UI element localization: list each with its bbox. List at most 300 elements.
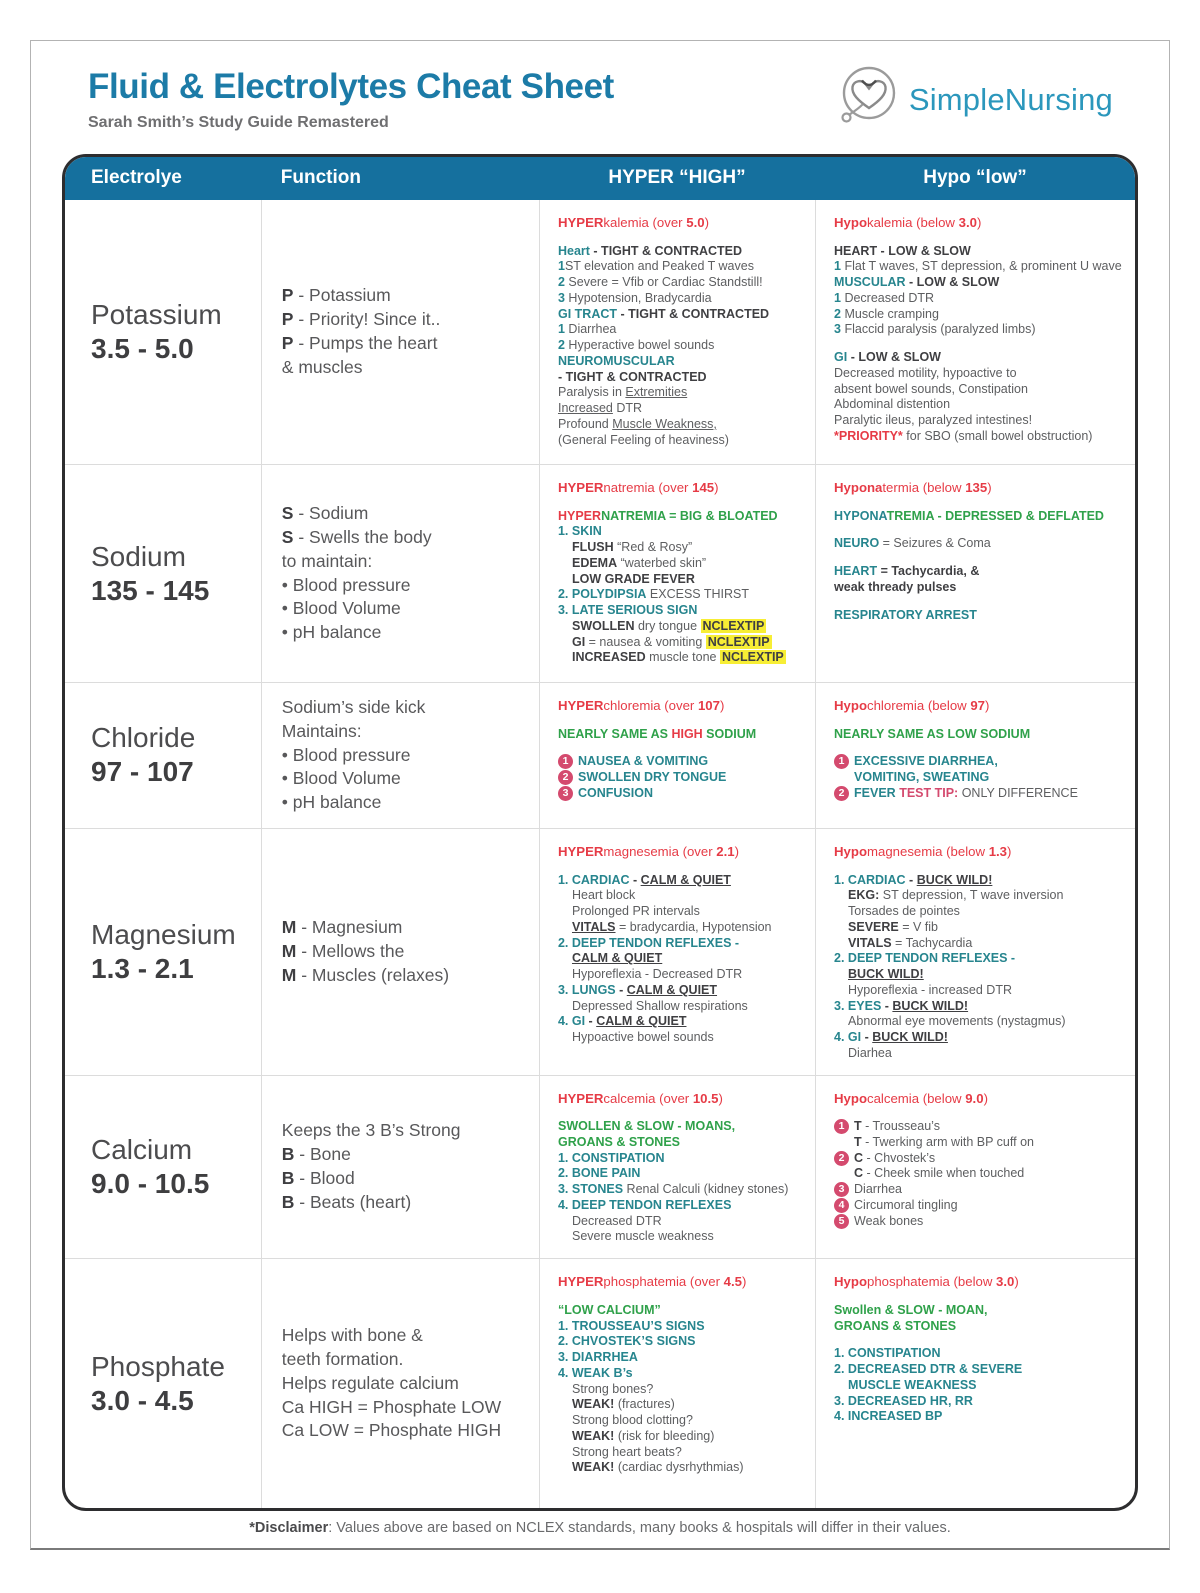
text-segment: Severe muscle weakness	[571, 1229, 714, 1244]
text-segment: HYPER	[557, 480, 604, 495]
text-segment: 2. DEEP TENDON REFLEXES -	[834, 951, 1016, 966]
hyper-line	[558, 888, 807, 904]
text-segment: 2. BONE PAIN	[557, 1166, 641, 1181]
text-segment: )	[1007, 843, 1012, 859]
text-segment: 1. TROUSSEAU’S SIGNS	[557, 1318, 705, 1333]
text-segment: 2. DEEP TENDON REFLEXES -	[557, 935, 740, 950]
hyper-line	[558, 999, 807, 1015]
text-segment: SWOLLEN & SLOW - MOANS,	[557, 1119, 736, 1134]
text-segment: 2. POLYDIPSIA	[557, 587, 647, 602]
hypo-line	[834, 307, 1127, 323]
text-segment: Diarrhea	[564, 322, 617, 337]
text-segment: (fractures)	[614, 1397, 675, 1412]
function-line	[282, 597, 531, 621]
text-segment: *PRIORITY*	[834, 428, 903, 443]
hypo-line	[834, 1091, 1127, 1108]
hypo-line	[834, 873, 1127, 889]
text-segment: - Blood	[294, 1167, 355, 1188]
text-segment: M	[281, 964, 297, 985]
text-segment: phosphatemia (below	[867, 1274, 997, 1290]
electrolyte-name: Calcium	[91, 1133, 193, 1165]
function-line	[282, 1324, 531, 1348]
hyper-line	[558, 572, 807, 588]
hyper-line	[558, 370, 807, 386]
spacer	[834, 497, 1127, 509]
column-header-hyper: HYPER “HIGH”	[608, 167, 746, 188]
spacer	[834, 524, 1127, 536]
hyper-line	[558, 275, 807, 291]
text-segment: P	[281, 333, 294, 353]
text-segment: magnesemia (below	[867, 843, 989, 859]
hyper-line	[558, 920, 807, 936]
electrolyte-cell	[65, 200, 261, 464]
spacer	[558, 1291, 807, 1303]
text-segment: 3. EYES	[834, 998, 882, 1013]
text-segment: GI	[571, 634, 586, 649]
text-segment: chloremia (over	[603, 698, 698, 713]
text-segment: CALM & QUIET	[626, 982, 718, 997]
text-segment: 1. CONSTIPATION	[557, 1150, 665, 1165]
hypo-line	[834, 1362, 1127, 1378]
text-segment: 1	[834, 290, 841, 305]
text-segment: CONFUSION	[577, 785, 653, 800]
text-segment: - Cheek smile when touched	[863, 1166, 1025, 1181]
text-segment: NEUROMUSCULAR	[557, 353, 675, 368]
text-segment: DTR	[612, 401, 643, 416]
hypo-line	[834, 244, 1127, 260]
hyper-line	[558, 1366, 807, 1382]
text-segment: 1. CARDIAC	[557, 872, 630, 887]
hypo-line	[834, 983, 1127, 999]
text-segment: 2.1	[716, 843, 735, 859]
hyper-line	[558, 417, 807, 433]
text-segment: HYPONA	[834, 508, 887, 523]
hypo-line	[834, 1319, 1127, 1335]
text-segment: Muscle Weakness,	[612, 416, 717, 431]
text-segment: to maintain:	[281, 550, 373, 571]
text-segment: Prolonged PR intervals	[571, 904, 700, 919]
hyper-cell	[539, 465, 815, 682]
text-segment: calcemia (over	[603, 1090, 693, 1106]
electrolyte-name: Phosphate	[91, 1350, 225, 1382]
electrolyte-cell	[65, 683, 261, 828]
text-segment: GI	[834, 350, 848, 365]
hyper-line	[558, 1303, 807, 1319]
electrolyte-cell	[65, 465, 261, 682]
hyper-line	[558, 951, 807, 967]
text-segment: )	[718, 1090, 723, 1106]
hypo-line	[834, 1274, 1127, 1291]
hyper-line	[558, 1382, 807, 1398]
text-segment: Ca LOW = Phosphate HIGH	[281, 1420, 502, 1441]
text-segment: BUCK WILD!	[848, 967, 924, 982]
text-segment: HYPER	[557, 1274, 604, 1290]
hyper-line	[558, 844, 807, 861]
electrolyte-row-phosphate	[65, 1258, 1135, 1508]
text-segment: • pH balance	[281, 792, 382, 813]
hypo-line	[834, 564, 1127, 580]
text-segment: CALM & QUIET	[596, 1014, 687, 1029]
electrolyte-cell	[65, 1259, 261, 1508]
text-segment: Hypoactive bowel sounds	[571, 1030, 714, 1045]
function-line	[282, 791, 531, 815]
hyper-line	[558, 480, 807, 497]
text-segment: -	[629, 872, 641, 887]
hypo-line	[834, 786, 1127, 802]
hyper-cell	[539, 200, 815, 464]
text-segment: FEVER	[854, 785, 900, 800]
text-segment: Profound	[557, 416, 613, 431]
numbered-circle-badge: 2	[834, 1151, 849, 1166]
text-segment: Hyporeflexia - increased DTR	[848, 982, 1012, 997]
hyper-line	[558, 1334, 807, 1350]
disclaimer	[31, 1520, 1169, 1536]
text-segment: -	[861, 1030, 873, 1045]
spacer	[834, 1107, 1127, 1119]
hypo-line	[834, 536, 1127, 552]
electrolyte-cell	[65, 1076, 261, 1259]
text-segment: 1	[557, 259, 565, 274]
function-line	[282, 1119, 531, 1143]
hyper-line	[558, 1119, 807, 1135]
text-segment: Muscle cramping	[840, 306, 939, 321]
text-segment: CALM & QUIET	[640, 872, 731, 887]
hyper-line	[558, 385, 807, 401]
spacer	[834, 1291, 1127, 1303]
hypo-line	[834, 1135, 1127, 1151]
brand-logo	[835, 65, 1113, 134]
hypo-cell	[815, 465, 1135, 682]
text-segment: “LOW CALCIUM”	[557, 1302, 661, 1317]
numbered-circle-badge: 1	[834, 754, 849, 769]
function-cell	[261, 1076, 539, 1259]
text-segment: Strong bones?	[571, 1381, 654, 1396]
electrolyte-name: Magnesium	[91, 918, 236, 950]
function-line	[282, 1396, 531, 1420]
hyper-line	[558, 1429, 807, 1445]
text-segment: Hypo	[834, 1090, 867, 1106]
text-segment: 97	[970, 698, 986, 713]
text-segment: Strong heart beats?	[571, 1444, 682, 1459]
hyper-line	[558, 322, 807, 338]
hypo-line	[834, 1346, 1127, 1362]
hypo-line	[834, 1394, 1127, 1410]
text-segment: dry tongue	[634, 618, 701, 633]
hyper-line	[558, 698, 807, 715]
spacer	[834, 861, 1127, 873]
hyper-line	[558, 1014, 807, 1030]
text-segment: Torsades de pointes	[848, 904, 960, 919]
text-segment: termia (below	[882, 480, 966, 495]
hyper-line	[558, 1350, 807, 1366]
text-segment: HYPER	[557, 215, 604, 230]
text-segment: )	[985, 698, 990, 713]
text-segment: - Twerking arm with BP cuff on	[861, 1134, 1034, 1149]
numbered-circle-badge: 3	[558, 786, 573, 801]
function-line	[282, 744, 531, 768]
hypo-line	[834, 1151, 1127, 1167]
function-line	[282, 526, 531, 550]
hyper-line	[558, 1319, 807, 1335]
hypo-line	[834, 936, 1127, 952]
spacer	[834, 715, 1127, 727]
function-cell	[261, 683, 539, 828]
text-segment: )	[714, 480, 719, 495]
hyper-cell	[539, 829, 815, 1075]
electrolyte-range: 3.5 - 5.0	[91, 333, 194, 364]
text-segment: WEAK!	[571, 1460, 615, 1475]
text-segment: = Seizures & Coma	[879, 536, 991, 551]
hyper-line	[558, 1151, 807, 1167]
text-segment: )	[1014, 1274, 1019, 1290]
text-segment: Heart	[557, 243, 590, 258]
text-segment: -	[881, 998, 893, 1013]
text-segment: B	[281, 1191, 295, 1212]
hypo-line	[834, 1303, 1127, 1319]
text-segment: NCLEXTIP	[702, 618, 765, 633]
text-segment: HEART	[834, 564, 878, 579]
text-segment: NEARLY SAME AS LOW SODIUM	[834, 726, 1031, 741]
page-header	[31, 59, 1169, 138]
function-line	[282, 1167, 531, 1191]
hypo-line	[834, 480, 1127, 497]
hypo-line	[834, 275, 1127, 291]
text-segment: Ca HIGH = Phosphate LOW	[281, 1396, 502, 1417]
function-line	[282, 1143, 531, 1167]
function-line	[282, 574, 531, 598]
text-segment: GROANS & STONES	[834, 1318, 957, 1333]
text-segment: 4. INCREASED BP	[834, 1409, 943, 1424]
text-segment: - LOW & SLOW	[847, 350, 941, 365]
text-segment: NCLEXTIP	[721, 650, 784, 665]
text-segment: - TIGHT & CONTRACTED	[557, 369, 707, 384]
text-segment: EXCESS THIRST	[646, 587, 750, 602]
hyper-line	[558, 650, 807, 666]
text-segment: -	[585, 1014, 597, 1029]
electrolyte-range: 9.0 - 10.5	[91, 1167, 210, 1199]
hypo-line	[834, 1014, 1127, 1030]
cheat-sheet-table	[62, 154, 1138, 1511]
spacer	[558, 232, 807, 244]
hyper-line	[558, 1182, 807, 1198]
hyper-line	[558, 1214, 807, 1230]
hypo-line	[834, 1046, 1127, 1062]
text-segment: INCREASED	[571, 650, 646, 665]
text-segment: - Sodium	[293, 503, 369, 524]
spacer	[834, 338, 1127, 350]
function-line	[282, 1191, 531, 1215]
text-segment: WEAK!	[571, 1428, 615, 1443]
text-segment: Renal Calculi (kidney stones)	[623, 1182, 789, 1197]
hypo-cell	[815, 829, 1135, 1075]
hypo-line	[834, 429, 1127, 445]
text-segment: natremia (over	[603, 480, 693, 495]
hyper-line	[558, 291, 807, 307]
text-segment: HYPER	[557, 843, 604, 859]
text-segment: - Potassium	[293, 285, 391, 306]
text-segment: B	[281, 1144, 295, 1165]
text-segment: for SBO (small bowel obstruction)	[902, 428, 1093, 443]
text-segment: M	[281, 940, 297, 961]
hypo-line	[834, 1182, 1127, 1198]
hypo-line	[834, 291, 1127, 307]
hyper-line	[558, 401, 807, 417]
hypo-cell	[815, 1076, 1135, 1259]
text-segment: muscle tone	[645, 650, 720, 665]
text-segment: NEARLY SAME AS	[557, 726, 672, 741]
text-segment: - Priority! Since it..	[293, 309, 441, 330]
text-segment: 9.0	[965, 1090, 984, 1106]
spacer	[558, 742, 807, 754]
text-segment: Decreased motility, hypoactive to	[834, 365, 1017, 380]
text-segment: • Blood Volume	[281, 768, 401, 789]
text-segment: - Chvostek’s	[863, 1150, 936, 1165]
text-segment: 1.3	[988, 843, 1008, 859]
hypo-line	[834, 509, 1127, 525]
text-segment: 3. LATE SERIOUS SIGN	[557, 603, 698, 618]
function-cell	[261, 829, 539, 1075]
text-segment: Helps regulate calcium	[281, 1372, 459, 1393]
electrolyte-row-potassium	[65, 200, 1135, 464]
text-segment: C	[854, 1150, 864, 1165]
hypo-line	[834, 920, 1127, 936]
text-segment: 4. DEEP TENDON REFLEXES	[557, 1197, 732, 1212]
text-segment: NATREMIA = BIG & BLOATED	[601, 508, 778, 523]
function-cell	[261, 200, 539, 464]
text-segment: - Mellows the	[296, 940, 405, 961]
text-segment: Maintains:	[281, 720, 362, 741]
function-line	[282, 502, 531, 526]
spacer	[558, 1107, 807, 1119]
hyper-line	[558, 244, 807, 260]
hyper-line	[558, 524, 807, 540]
text-segment: HYPER	[557, 508, 602, 523]
function-line	[282, 696, 531, 720]
text-segment: • pH balance	[281, 622, 382, 643]
text-segment: 4.5	[723, 1274, 742, 1290]
hypo-line	[834, 967, 1127, 983]
hyper-line	[558, 936, 807, 952]
hypo-line	[834, 951, 1127, 967]
text-segment: • Blood pressure	[281, 574, 411, 595]
text-segment: GROANS & STONES	[557, 1134, 680, 1149]
text-segment: VOMITING, SWEATING	[854, 770, 990, 785]
column-header-hypo: Hypo “low”	[923, 167, 1027, 188]
hyper-line	[558, 1460, 807, 1476]
text-segment: chloremia (below	[867, 698, 971, 713]
hyper-line	[558, 540, 807, 556]
function-line	[282, 1348, 531, 1372]
text-segment: - Pumps the heart	[293, 333, 438, 353]
text-segment: 2. DECREASED DTR & SEVERE	[834, 1362, 1023, 1377]
text-segment: RESPIRATORY ARREST	[834, 607, 977, 622]
numbered-circle-badge: 2	[558, 770, 573, 785]
text-segment: 107	[697, 698, 720, 713]
text-segment: P	[281, 309, 294, 330]
hypo-line	[834, 413, 1127, 429]
numbered-circle-badge: 3	[834, 1182, 849, 1197]
disclaimer-text: : Values above are based on NCLEX standards, many books & hospitals will differ in their values.	[328, 1520, 951, 1537]
text-segment: )	[976, 215, 982, 230]
text-segment: Abnormal eye movements (nystagmus)	[848, 1014, 1066, 1029]
hypo-line	[834, 999, 1127, 1015]
text-segment: = V fib	[898, 919, 939, 934]
text-segment: 3.0	[958, 215, 977, 230]
text-segment: absent bowel sounds, Constipation	[834, 381, 1028, 396]
hypo-line	[834, 580, 1127, 596]
text-segment: TEST TIP:	[899, 785, 959, 800]
text-segment: WEAK!	[571, 1397, 615, 1412]
text-segment: & muscles	[281, 356, 363, 377]
hyper-line	[558, 556, 807, 572]
text-segment: T	[854, 1119, 862, 1134]
text-segment: )	[983, 1090, 988, 1106]
text-segment: TREMIA - DEPRESSED & DEFLATED	[886, 508, 1104, 523]
text-segment: LOW GRADE FEVER	[571, 571, 695, 586]
text-segment: magnesemia (over	[603, 843, 717, 859]
text-segment: EKG:	[848, 888, 880, 903]
text-segment: MUSCULAR	[834, 275, 906, 290]
text-segment: HIGH	[671, 726, 703, 741]
text-segment: B	[281, 1167, 295, 1188]
text-segment: S	[281, 503, 294, 524]
electrolyte-name: Potassium	[91, 299, 222, 330]
text-segment: )	[742, 1274, 747, 1290]
text-segment: - TIGHT & CONTRACTED	[617, 306, 770, 321]
text-segment: Severe = Vfib or Cardiac Standstill!	[564, 275, 763, 290]
text-segment: 1. CARDIAC	[834, 872, 906, 887]
hypo-line	[834, 1409, 1127, 1425]
text-segment: Depressed Shallow respirations	[571, 998, 748, 1013]
text-segment: 3	[557, 290, 565, 305]
function-line	[282, 621, 531, 645]
hypo-line	[834, 888, 1127, 904]
hyper-line	[558, 433, 807, 449]
text-segment: FLUSH	[571, 540, 614, 555]
function-line	[282, 284, 531, 308]
hypo-line	[834, 350, 1127, 366]
text-segment: = nausea & vomiting	[585, 634, 706, 649]
text-segment: (General Feeling of heaviness)	[557, 432, 729, 447]
electrolyte-name: Sodium	[91, 540, 186, 572]
table-header-row	[65, 157, 1135, 200]
text-segment: (cardiac dysrhythmias)	[614, 1460, 744, 1475]
text-segment: Paralytic ileus, paralyzed intestines!	[834, 413, 1033, 428]
hyper-line	[558, 1166, 807, 1182]
spacer	[834, 596, 1127, 608]
text-segment: Abdominal distention	[834, 397, 951, 412]
text-segment: EDEMA	[571, 555, 618, 570]
text-segment: Hypotension, Bradycardia	[564, 290, 712, 305]
function-line	[282, 550, 531, 574]
text-segment: teeth formation.	[281, 1349, 404, 1370]
text-segment: HYPER	[557, 1090, 604, 1106]
brand-name: SimpleNursing	[908, 81, 1113, 117]
hyper-line	[558, 754, 807, 770]
text-segment: 3. DIARRHEA	[557, 1350, 638, 1365]
text-segment: 2	[557, 275, 565, 290]
text-segment: 3. LUNGS	[557, 982, 616, 997]
hyper-line	[558, 635, 807, 651]
text-segment: 3	[834, 322, 841, 337]
column-header-function: Function	[280, 167, 361, 188]
spacer	[558, 861, 807, 873]
electrolyte-range: 1.3 - 2.1	[91, 952, 194, 984]
hyper-line	[558, 619, 807, 635]
text-segment: Sodium’s side kick	[281, 697, 426, 717]
text-segment: )	[987, 480, 992, 495]
text-segment: - Swells the body	[293, 526, 432, 547]
